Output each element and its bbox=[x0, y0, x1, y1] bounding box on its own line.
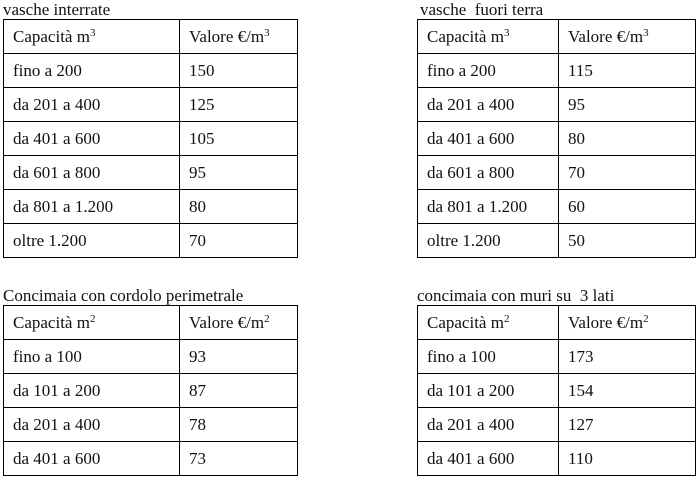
range-cell: da 201 a 400 bbox=[418, 88, 559, 122]
range-cell: da 601 a 800 bbox=[4, 156, 180, 190]
value-cell: 73 bbox=[180, 442, 298, 476]
range-cell: da 201 a 400 bbox=[418, 408, 559, 442]
table-row bbox=[4, 224, 298, 258]
table-row bbox=[4, 54, 298, 88]
table-block-vasche-fuori-terra bbox=[417, 0, 696, 258]
table-block-concimaia-cordolo bbox=[0, 286, 298, 476]
range-cell: da 201 a 400 bbox=[4, 88, 180, 122]
table-caption: vasche fuori terra bbox=[420, 0, 544, 19]
table-row bbox=[418, 224, 696, 258]
range-cell: oltre 1.200 bbox=[418, 224, 559, 258]
table-row bbox=[4, 442, 298, 476]
range-cell: fino a 100 bbox=[418, 340, 559, 374]
value-cell: 93 bbox=[180, 340, 298, 374]
table-header-row bbox=[4, 20, 298, 54]
value-cell: 127 bbox=[559, 408, 696, 442]
table-row bbox=[4, 408, 298, 442]
value-cell: 125 bbox=[180, 88, 298, 122]
value-cell: 80 bbox=[559, 122, 696, 156]
range-cell: da 101 a 200 bbox=[4, 374, 180, 408]
range-cell: da 401 a 600 bbox=[4, 122, 180, 156]
value-cell: 154 bbox=[559, 374, 696, 408]
table-row bbox=[4, 340, 298, 374]
table-row bbox=[4, 156, 298, 190]
range-cell: fino a 200 bbox=[4, 54, 180, 88]
table-row bbox=[418, 408, 696, 442]
range-cell: da 201 a 400 bbox=[4, 408, 180, 442]
range-cell: da 601 a 800 bbox=[418, 156, 559, 190]
table-caption: vasche interrate bbox=[3, 0, 111, 19]
value-cell: 80 bbox=[180, 190, 298, 224]
price-table bbox=[3, 305, 298, 476]
value-cell: 110 bbox=[559, 442, 696, 476]
value-cell: 60 bbox=[559, 190, 696, 224]
table-row bbox=[418, 374, 696, 408]
table-header-row bbox=[418, 20, 696, 54]
header-capacity: Capacità $m^2$ bbox=[4, 306, 180, 340]
range-cell: da 801 a 1.200 bbox=[418, 190, 559, 224]
table-caption: Concimaia con cordolo perimetrale bbox=[3, 286, 244, 305]
price-table bbox=[417, 305, 696, 476]
table-row bbox=[418, 122, 696, 156]
range-cell: da 401 a 600 bbox=[4, 442, 180, 476]
value-cell: 95 bbox=[559, 88, 696, 122]
table-row bbox=[418, 54, 696, 88]
header-value: Valore $€/m^3$ bbox=[180, 20, 298, 54]
table-header-row bbox=[4, 306, 298, 340]
range-cell: da 401 a 600 bbox=[418, 122, 559, 156]
table-block-concimaia-muri bbox=[412, 286, 696, 476]
value-cell: 70 bbox=[180, 224, 298, 258]
table-row bbox=[418, 340, 696, 374]
range-cell: oltre 1.200 bbox=[4, 224, 180, 258]
value-cell: 87 bbox=[180, 374, 298, 408]
table-row bbox=[4, 88, 298, 122]
value-cell: 95 bbox=[180, 156, 298, 190]
value-cell: 70 bbox=[559, 156, 696, 190]
value-cell: 50 bbox=[559, 224, 696, 258]
value-cell: 78 bbox=[180, 408, 298, 442]
range-cell: da 101 a 200 bbox=[418, 374, 559, 408]
range-cell: fino a 200 bbox=[418, 54, 559, 88]
header-value: Valore $€/m^2$ bbox=[180, 306, 298, 340]
header-capacity: Capacità $m^2$ bbox=[418, 306, 559, 340]
price-table bbox=[417, 19, 696, 258]
price-table bbox=[3, 19, 298, 258]
table-row bbox=[4, 122, 298, 156]
table-row bbox=[4, 190, 298, 224]
header-value: Valore $€/m^3$ bbox=[559, 20, 696, 54]
table-block-vasche-interrate bbox=[0, 0, 298, 258]
table-row bbox=[418, 156, 696, 190]
value-cell: 105 bbox=[180, 122, 298, 156]
header-capacity: Capacità $m^3$ bbox=[418, 20, 559, 54]
value-cell: 115 bbox=[559, 54, 696, 88]
table-header-row bbox=[418, 306, 696, 340]
range-cell: fino a 100 bbox=[4, 340, 180, 374]
table-row bbox=[418, 88, 696, 122]
value-cell: 150 bbox=[180, 54, 298, 88]
table-row bbox=[418, 190, 696, 224]
table-caption: concimaia con muri su 3 lati bbox=[417, 286, 615, 305]
range-cell: da 401 a 600 bbox=[418, 442, 559, 476]
header-capacity: Capacità $m^3$ bbox=[4, 20, 180, 54]
table-row bbox=[4, 374, 298, 408]
table-row bbox=[418, 442, 696, 476]
value-cell: 173 bbox=[559, 340, 696, 374]
range-cell: da 801 a 1.200 bbox=[4, 190, 180, 224]
header-value: Valore $€/m^2$ bbox=[559, 306, 696, 340]
